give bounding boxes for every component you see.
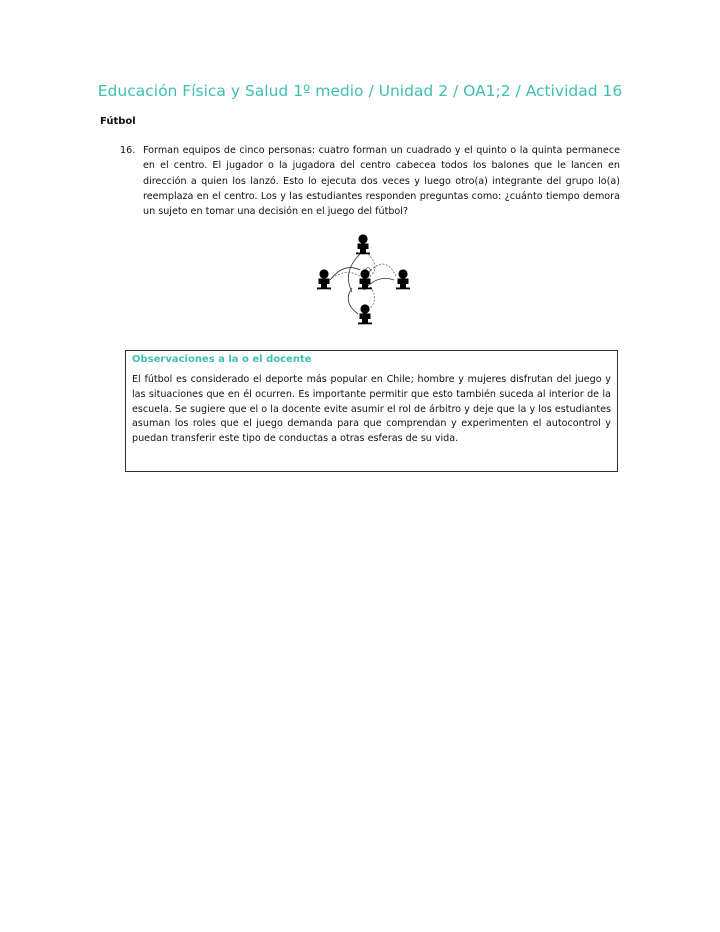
pass-arrow [348,288,358,314]
section-heading: Fútbol [100,116,136,127]
player-bottom-icon [358,304,372,324]
observations-title: Observaciones a la o el docente [132,354,312,365]
player-center-icon [358,269,372,289]
player-formation-diagram [312,232,412,328]
player-left-icon [317,269,331,289]
page-title: Educación Física y Salud 1º medio / Unidad 2 / OA1;2 / Actividad 16 [97,82,623,100]
player-right-icon [396,269,410,289]
activity-number: 16. [120,145,136,156]
observations-box [125,350,618,472]
pass-arrow [348,254,360,292]
player-top-icon [356,234,370,254]
activity-item [120,143,620,219]
observations-text: El fútbol es considerado el deporte más popular en Chile; hombre y mujeres disfrutan del juego y las situaciones que en él ocurren. Es importante permitir que esto también suceda al interior de la escuela. Se sugiere que el o la docente evite asumir el rol de árbitro y deje que la y los estudiantes asuman los roles que el juego demanda para que comprendan y experimenten el autocontrol y puedan transferir este tipo de conductas a otras esferas de su vida. [132,374,611,445]
activity-text: Forman equipos de cinco personas: cuatro forman un cuadrado y el quinto o la quinta permanece en el centro. El jugador o la jugadora del centro cabecea todos los balones que le lancen en dirección a quien los lanzó. Esto lo ejecuta dos veces y luego otro(a) integrante del grupo lo(a) reemplaza en el centro. Los y las estudiantes responden preguntas como: ¿cuánto tiempo demora un sujeto en tomar una decisión en el juego del fútbol? [143,145,620,218]
